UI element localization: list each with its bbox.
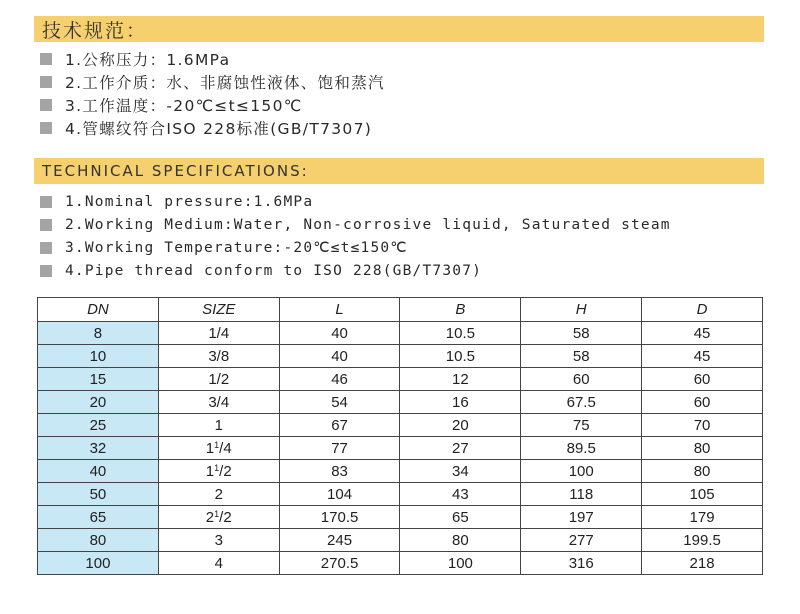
table-row xyxy=(38,506,763,529)
cell-dn: 25 xyxy=(38,414,159,437)
cell-size: $1^1/2$ xyxy=(158,460,279,483)
header-h: H xyxy=(521,298,642,322)
square-bullet-icon xyxy=(40,53,52,65)
header-b: B xyxy=(400,298,521,322)
cn-spec-item: 4.管螺纹符合ISO 228标准(GB/T7307) xyxy=(40,116,385,139)
cell-l: 40 xyxy=(279,322,400,345)
cell-h: 197 xyxy=(521,506,642,529)
cell-l: 54 xyxy=(279,391,400,414)
cell-h: 75 xyxy=(521,414,642,437)
table-row xyxy=(38,414,763,437)
cell-l: 270.5 xyxy=(279,552,400,575)
square-bullet-icon xyxy=(40,242,52,254)
cell-l: 104 xyxy=(279,483,400,506)
en-spec-item: 3.Working Temperature:-20℃≤t≤150℃ xyxy=(40,236,671,259)
table-row xyxy=(38,322,763,345)
cell-dn: 65 xyxy=(38,506,159,529)
square-bullet-icon xyxy=(40,265,52,277)
square-bullet-icon xyxy=(40,99,52,111)
cell-dn: 20 xyxy=(38,391,159,414)
cell-dn: 8 xyxy=(38,322,159,345)
header-l: L xyxy=(279,298,400,322)
cell-size: 3/8 xyxy=(158,345,279,368)
cell-h: 100 xyxy=(521,460,642,483)
cell-d: 80 xyxy=(642,437,763,460)
cell-b: 16 xyxy=(400,391,521,414)
cn-spec-item: 2.工作介质：水、非腐蚀性液体、饱和蒸汽 xyxy=(40,70,385,93)
cell-b: 27 xyxy=(400,437,521,460)
cell-d: 218 xyxy=(642,552,763,575)
cell-b: 65 xyxy=(400,506,521,529)
cn-spec-list xyxy=(40,47,385,139)
cell-l: 40 xyxy=(279,345,400,368)
cell-b: 43 xyxy=(400,483,521,506)
cell-h: 118 xyxy=(521,483,642,506)
cn-spec-item: 1.公称压力：1.6MPa xyxy=(40,47,385,70)
cell-h: 58 xyxy=(521,322,642,345)
table-row xyxy=(38,345,763,368)
cell-size: 3/4 xyxy=(158,391,279,414)
cn-section-title xyxy=(34,16,764,42)
table-row xyxy=(38,437,763,460)
en-spec-item: 2.Working Medium:Water, Non-corrosive liquid, Saturated steam xyxy=(40,213,671,236)
cell-d: 199.5 xyxy=(642,529,763,552)
table-body xyxy=(38,322,763,575)
table-row xyxy=(38,368,763,391)
cell-size: 4 xyxy=(158,552,279,575)
cell-dn: 32 xyxy=(38,437,159,460)
cell-b: 10.5 xyxy=(400,345,521,368)
cell-b: 34 xyxy=(400,460,521,483)
header-dn: DN xyxy=(38,298,159,322)
cell-b: 100 xyxy=(400,552,521,575)
cell-h: 316 xyxy=(521,552,642,575)
en-spec-list xyxy=(40,190,671,282)
cell-dn: 15 xyxy=(38,368,159,391)
cell-size: $2^1/2$ xyxy=(158,506,279,529)
cell-size: 1/2 xyxy=(158,368,279,391)
cell-d: 60 xyxy=(642,368,763,391)
cell-h: 89.5 xyxy=(521,437,642,460)
cell-h: 67.5 xyxy=(521,391,642,414)
table-row xyxy=(38,460,763,483)
cell-l: 83 xyxy=(279,460,400,483)
en-spec-item: 4.Pipe thread conform to ISO 228(GB/T7307) xyxy=(40,259,671,282)
cn-spec-item: 3.工作温度：-20℃≤t≤150℃ xyxy=(40,93,385,116)
en-spec-item: 1.Nominal pressure:1.6MPa xyxy=(40,190,671,213)
cell-dn: 10 xyxy=(38,345,159,368)
en-section-title-text: TECHNICAL SPECIFICATIONS: xyxy=(42,162,309,180)
cell-l: 67 xyxy=(279,414,400,437)
cell-d: 45 xyxy=(642,322,763,345)
cell-l: 170.5 xyxy=(279,506,400,529)
cell-dn: 40 xyxy=(38,460,159,483)
square-bullet-icon xyxy=(40,219,52,231)
cn-section-title-text: 技术规范： xyxy=(42,19,148,42)
cell-h: 277 xyxy=(521,529,642,552)
cell-d: 80 xyxy=(642,460,763,483)
header-size: SIZE xyxy=(158,298,279,322)
cell-d: 105 xyxy=(642,483,763,506)
header-d: D xyxy=(642,298,763,322)
cell-b: 10.5 xyxy=(400,322,521,345)
table-row xyxy=(38,391,763,414)
cell-size: 3 xyxy=(158,529,279,552)
square-bullet-icon xyxy=(40,122,52,134)
cell-d: 45 xyxy=(642,345,763,368)
square-bullet-icon xyxy=(40,76,52,88)
cell-dn: 100 xyxy=(38,552,159,575)
table-header-row xyxy=(38,298,763,322)
cell-dn: 50 xyxy=(38,483,159,506)
cell-b: 12 xyxy=(400,368,521,391)
dimension-table xyxy=(37,297,763,575)
cell-b: 20 xyxy=(400,414,521,437)
cell-dn: 80 xyxy=(38,529,159,552)
en-section-title xyxy=(34,158,764,184)
cell-l: 77 xyxy=(279,437,400,460)
cell-size: 2 xyxy=(158,483,279,506)
cell-size: 1 xyxy=(158,414,279,437)
cell-h: 60 xyxy=(521,368,642,391)
table-row xyxy=(38,552,763,575)
cell-l: 46 xyxy=(279,368,400,391)
cell-h: 58 xyxy=(521,345,642,368)
cell-l: 245 xyxy=(279,529,400,552)
table-row xyxy=(38,529,763,552)
cell-size: $1^1/4$ xyxy=(158,437,279,460)
cell-d: 179 xyxy=(642,506,763,529)
cell-b: 80 xyxy=(400,529,521,552)
cell-d: 70 xyxy=(642,414,763,437)
cell-size: 1/4 xyxy=(158,322,279,345)
square-bullet-icon xyxy=(40,196,52,208)
table-row xyxy=(38,483,763,506)
cell-d: 60 xyxy=(642,391,763,414)
